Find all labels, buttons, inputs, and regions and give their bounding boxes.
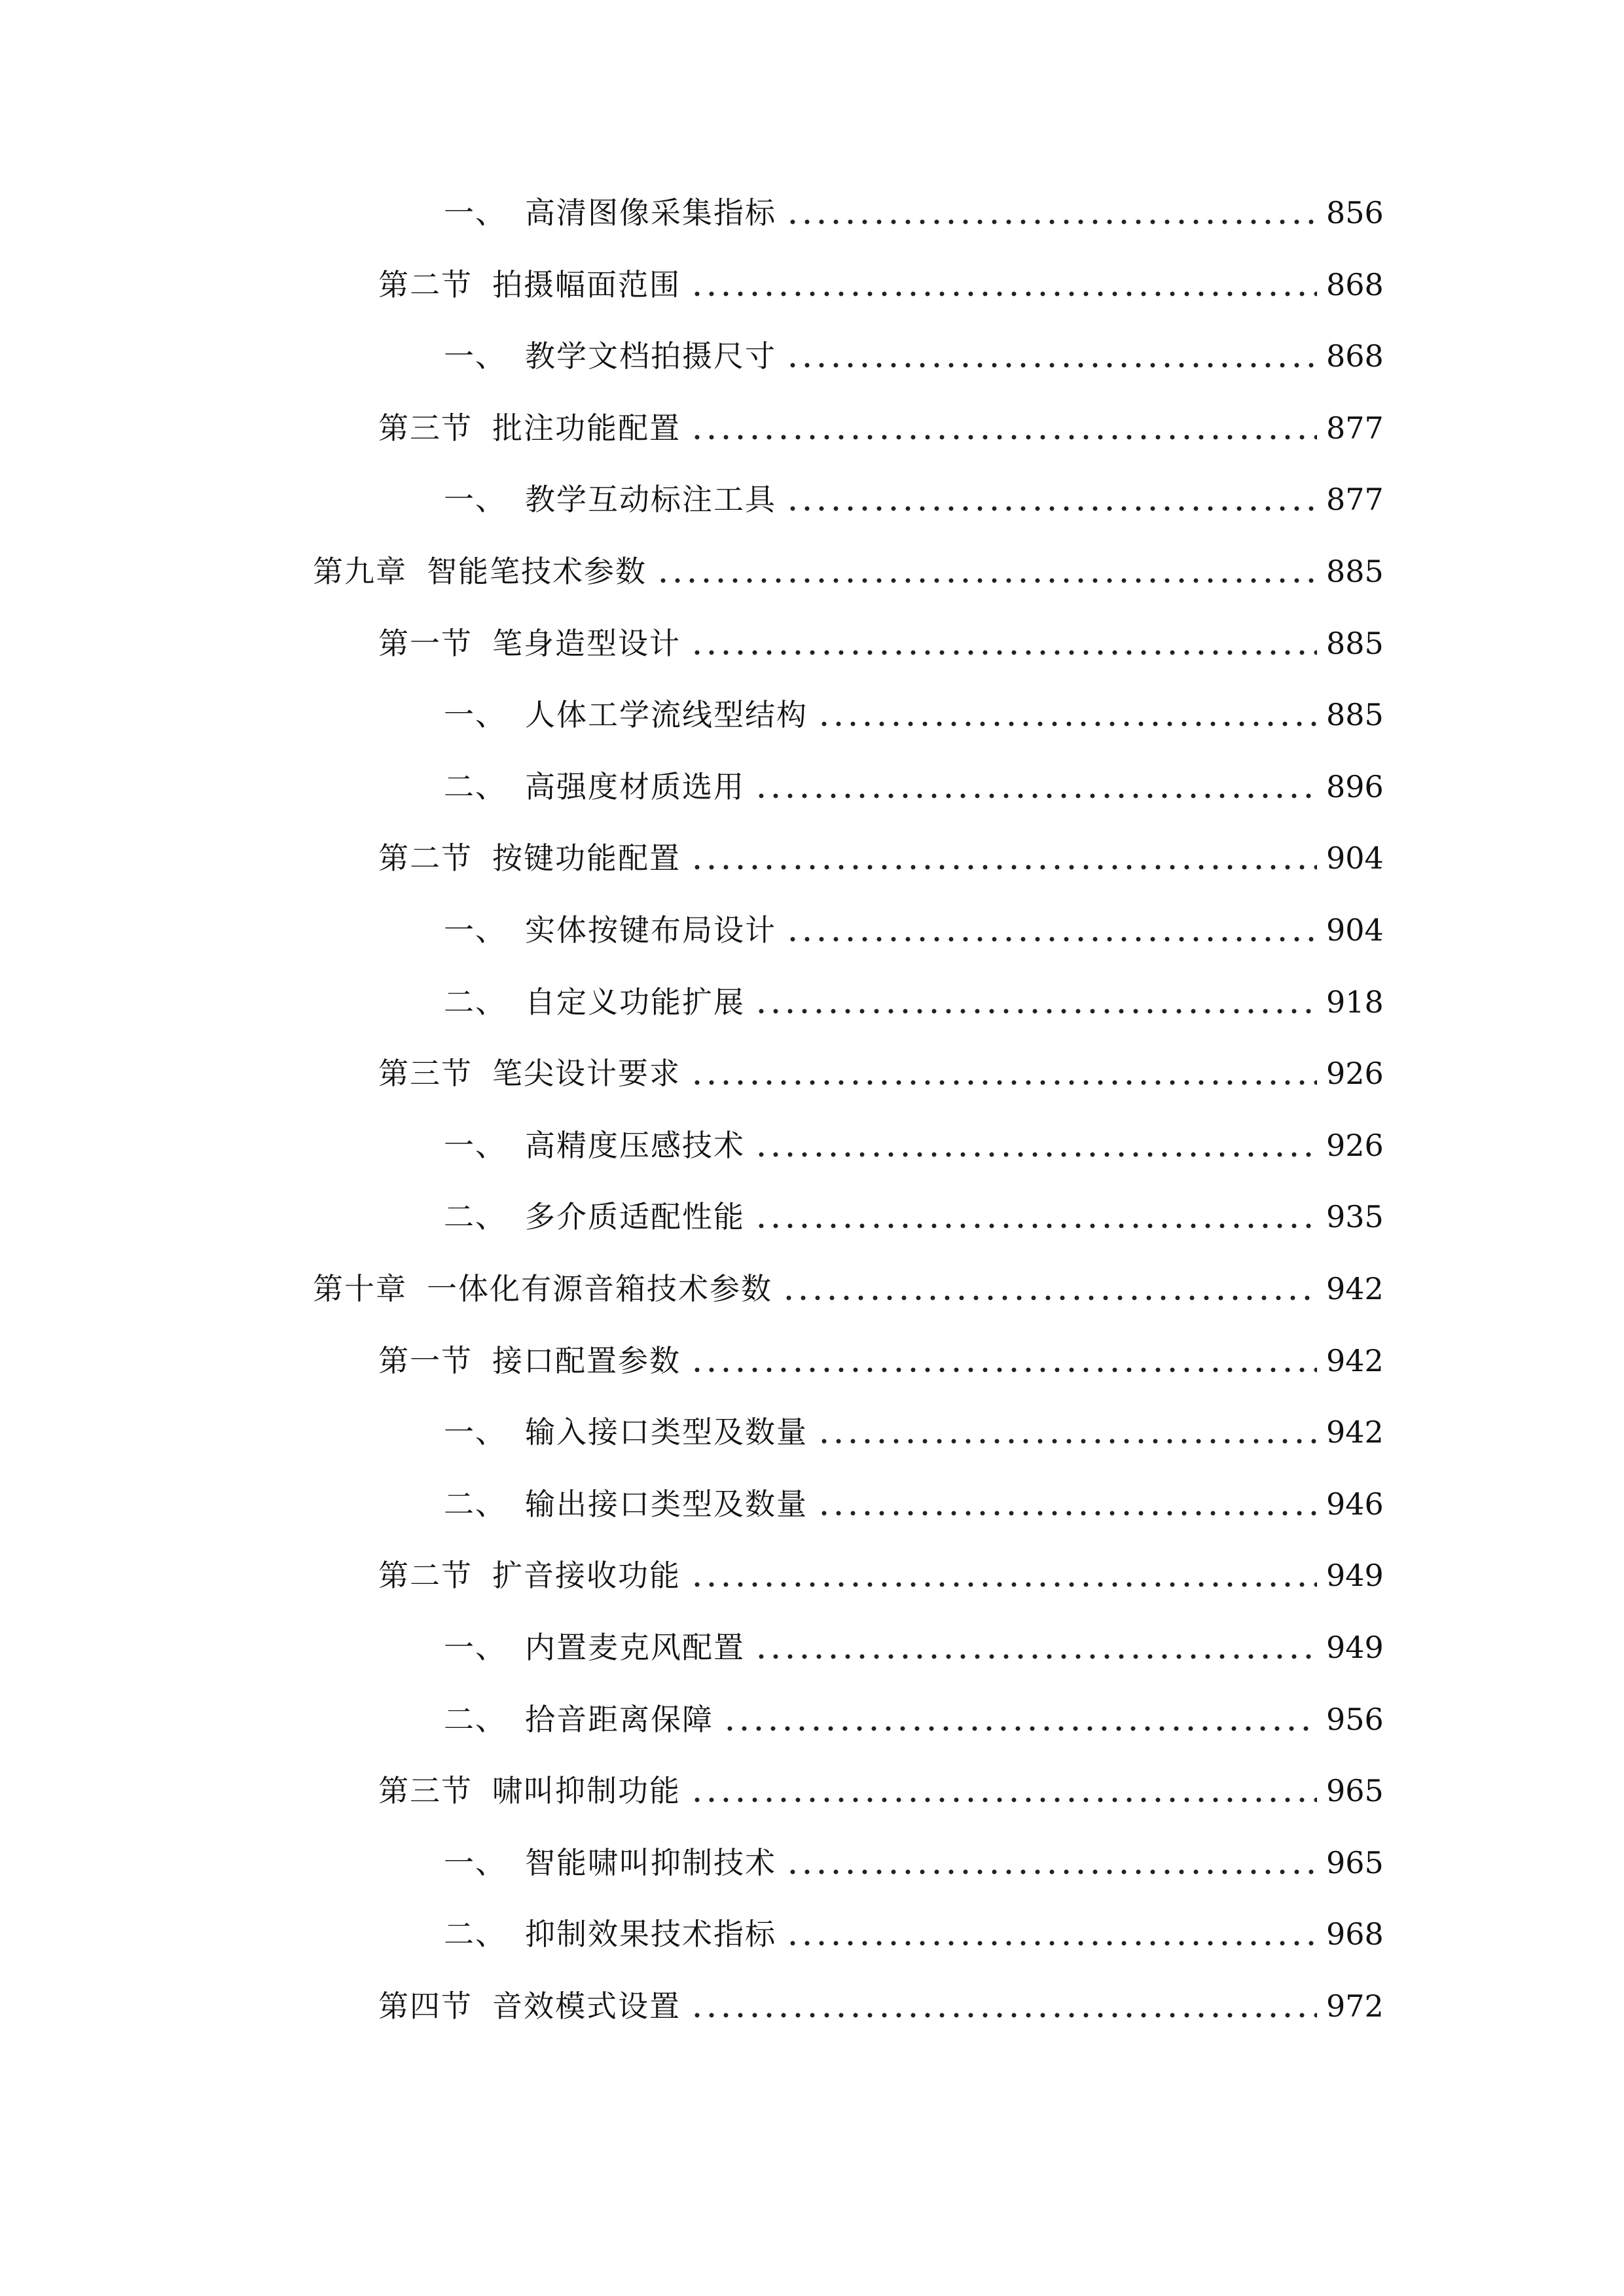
toc-entry-number: 第四节 [378, 1988, 473, 2024]
toc-entry-number: 第三节 [378, 1773, 473, 1809]
toc-entry-title: 抑制效果技术指标 [525, 1916, 776, 1952]
toc-entry-page-number: 926 [1326, 1127, 1384, 1163]
toc-entry[interactable] [444, 1191, 1384, 1243]
toc-dot-leader [817, 1509, 1317, 1517]
toc-entry-title: 高清图像采集指标 [525, 195, 776, 230]
toc-entry-page-number: 935 [1326, 1199, 1384, 1235]
toc-entry-number: 第三节 [378, 410, 473, 446]
toc-dot-leader [690, 1079, 1317, 1086]
toc-entry[interactable] [444, 1478, 1384, 1530]
toc-entry-number: 二、 [444, 1701, 507, 1737]
toc-entry-page-number: 942 [1326, 1414, 1384, 1450]
toc-entry-number: 第十章 [313, 1271, 407, 1306]
toc-entry[interactable] [378, 402, 1384, 454]
toc-dot-leader [754, 1653, 1317, 1660]
toc-entry-title: 智能笔技术参数 [427, 554, 647, 589]
toc-entry-page-number: 885 [1326, 625, 1384, 661]
toc-dot-leader [785, 361, 1317, 369]
toc-entry[interactable] [444, 976, 1384, 1028]
toc-entry-title: 教学互动标注工具 [525, 482, 776, 518]
toc-entry-title: 啸叫抑制功能 [492, 1773, 681, 1809]
toc-entry-page-number: 904 [1326, 840, 1384, 876]
toc-dot-leader [754, 1222, 1317, 1230]
toc-entry-title: 智能啸叫抑制技术 [525, 1844, 776, 1880]
toc-entry-title: 高强度材质选用 [525, 768, 745, 804]
toc-entry-title: 笔身造型设计 [492, 625, 681, 661]
toc-entry-title: 高精度压感技术 [525, 1127, 745, 1163]
toc-dot-leader [754, 1007, 1317, 1015]
toc-dot-leader [785, 935, 1317, 943]
toc-entry-title: 批注功能配置 [492, 410, 681, 446]
toc-entry[interactable] [444, 1693, 1384, 1746]
toc-entry-page-number: 942 [1326, 1271, 1384, 1306]
toc-entry-page-number: 949 [1326, 1558, 1384, 1594]
toc-entry-number: 一、 [444, 195, 507, 230]
toc-entry-title: 一体化有源音箱技术参数 [427, 1271, 772, 1306]
toc-entry-number: 一、 [444, 338, 507, 374]
toc-dot-leader [785, 1868, 1317, 1876]
toc-entry-title: 人体工学流线型结构 [525, 697, 808, 733]
toc-entry-title: 自定义功能扩展 [525, 984, 745, 1020]
toc-dot-leader [785, 1939, 1317, 1947]
toc-entry[interactable] [378, 1980, 1384, 2032]
toc-entry-number: 二、 [444, 1916, 507, 1952]
toc-entry[interactable] [378, 1765, 1384, 1817]
toc-entry-number: 二、 [444, 768, 507, 804]
toc-entry-number: 一、 [444, 912, 507, 948]
toc-entry-page-number: 972 [1326, 1988, 1384, 2024]
toc-entry-page-number: 877 [1326, 410, 1384, 446]
toc-entry-page-number: 868 [1326, 338, 1384, 374]
toc-entry-page-number: 868 [1326, 266, 1384, 302]
toc-entry-page-number: 885 [1326, 554, 1384, 589]
toc-entry-title: 按键功能配置 [492, 840, 681, 876]
toc-entry-number: 第九章 [313, 554, 407, 589]
toc-dot-leader [690, 863, 1317, 871]
toc-entry[interactable] [313, 1263, 1384, 1315]
toc-entry-title: 多介质适配性能 [525, 1199, 745, 1235]
toc-entry-number: 第一节 [378, 625, 473, 661]
toc-entry-number: 一、 [444, 1414, 507, 1450]
toc-entry-page-number: 942 [1326, 1342, 1384, 1378]
toc-entry-number: 一、 [444, 482, 507, 518]
toc-entry-page-number: 904 [1326, 912, 1384, 948]
toc-dot-leader [723, 1725, 1317, 1732]
toc-entry-number: 第三节 [378, 1056, 473, 1092]
toc-entry[interactable] [378, 259, 1384, 311]
toc-entry-page-number: 956 [1326, 1701, 1384, 1737]
toc-entry[interactable] [444, 1621, 1384, 1674]
toc-entry[interactable] [444, 904, 1384, 956]
toc-entry-number: 一、 [444, 697, 507, 733]
toc-entry-number: 一、 [444, 1630, 507, 1665]
toc-entry[interactable] [444, 1837, 1384, 1889]
toc-entry-number: 第二节 [378, 1558, 473, 1594]
toc-entry-number: 二、 [444, 984, 507, 1020]
toc-entry[interactable] [444, 330, 1384, 382]
toc-entry-page-number: 965 [1326, 1844, 1384, 1880]
toc-entry-title: 拾音距离保障 [525, 1701, 713, 1737]
toc-dot-leader [690, 433, 1317, 441]
toc-entry-page-number: 968 [1326, 1916, 1384, 1952]
toc-entry-page-number: 856 [1326, 195, 1384, 230]
toc-entry[interactable] [444, 1908, 1384, 1960]
toc-dot-leader [754, 1151, 1317, 1158]
toc-entry[interactable] [444, 187, 1384, 239]
toc-entry-page-number: 918 [1326, 984, 1384, 1020]
toc-entry-number: 第二节 [378, 266, 473, 302]
toc-entry-page-number: 965 [1326, 1773, 1384, 1809]
toc-dot-leader [690, 1366, 1317, 1374]
toc-dot-leader [754, 792, 1317, 800]
toc-dot-leader [782, 1294, 1317, 1302]
toc-entry[interactable] [444, 761, 1384, 813]
toc-entry-title: 实体按键布局设计 [525, 912, 776, 948]
toc-entry-page-number: 877 [1326, 482, 1384, 518]
toc-entry-number: 第二节 [378, 840, 473, 876]
toc-entry-number: 第一节 [378, 1342, 473, 1378]
toc-entry-number: 一、 [444, 1844, 507, 1880]
toc-dot-leader [690, 1581, 1317, 1588]
toc-entry-page-number: 926 [1326, 1056, 1384, 1092]
toc-entry-title: 内置麦克风配置 [525, 1630, 745, 1665]
toc-dot-leader [690, 290, 1317, 298]
toc-entry[interactable] [378, 832, 1384, 884]
toc-entry[interactable] [378, 1549, 1384, 1602]
toc-entry-title: 扩音接收功能 [492, 1558, 681, 1594]
toc-entry-title: 拍摄幅面范围 [492, 266, 681, 302]
toc-entry-title: 输出接口类型及数量 [525, 1486, 808, 1522]
toc-entry-page-number: 896 [1326, 768, 1384, 804]
toc-dot-leader [785, 218, 1317, 226]
toc-entry[interactable] [378, 1335, 1384, 1387]
toc-entry-number: 二、 [444, 1199, 507, 1235]
toc-entry-page-number: 949 [1326, 1630, 1384, 1665]
toc-entry-page-number: 946 [1326, 1486, 1384, 1522]
toc-entry-title: 音效模式设置 [492, 1988, 681, 2024]
toc-entry[interactable] [313, 545, 1384, 598]
toc-entry[interactable] [444, 1406, 1384, 1458]
toc-entry-title: 教学文档拍摄尺寸 [525, 338, 776, 374]
toc-entry-title: 笔尖设计要求 [492, 1056, 681, 1092]
toc-entry-number: 二、 [444, 1486, 507, 1522]
toc-entry[interactable] [444, 1119, 1384, 1172]
toc-dot-leader [817, 1437, 1317, 1445]
toc-entry-title: 接口配置参数 [492, 1342, 681, 1378]
toc-entry[interactable] [444, 689, 1384, 741]
toc-dot-leader [656, 577, 1317, 584]
toc-entry[interactable] [444, 473, 1384, 526]
toc-entry[interactable] [378, 617, 1384, 670]
toc-entry-number: 一、 [444, 1127, 507, 1163]
toc-dot-leader [690, 2011, 1317, 2019]
toc-dot-leader [817, 720, 1317, 728]
toc-dot-leader [690, 649, 1317, 656]
toc-entry-title: 输入接口类型及数量 [525, 1414, 808, 1450]
toc-dot-leader [690, 1796, 1317, 1804]
toc-dot-leader [785, 505, 1317, 512]
toc-entry-page-number: 885 [1326, 697, 1384, 733]
toc-entry[interactable] [378, 1047, 1384, 1100]
